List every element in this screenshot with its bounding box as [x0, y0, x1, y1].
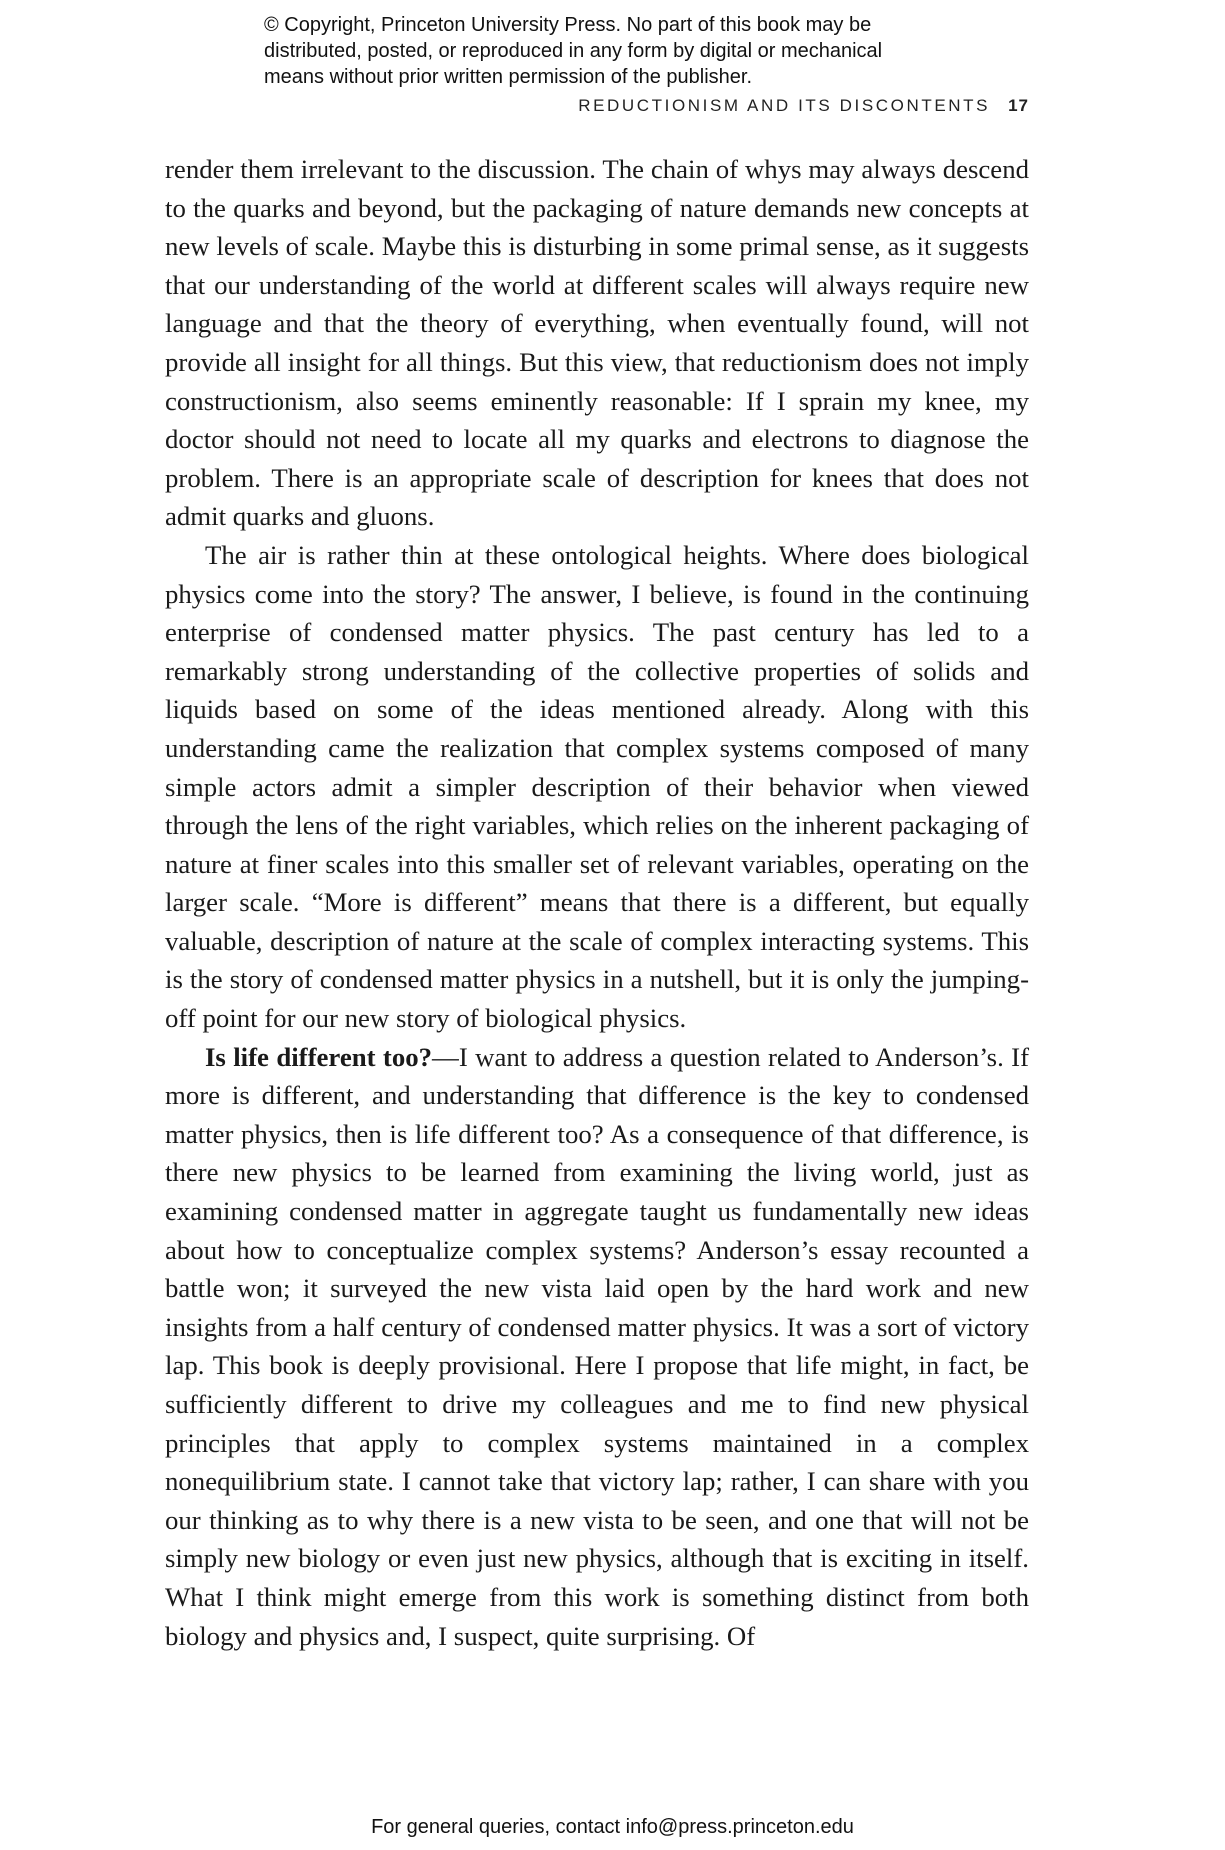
copyright-line-3: means without prior written permission of the publisher.	[264, 66, 753, 88]
running-head	[164, 96, 1029, 116]
body-text	[165, 150, 1029, 1655]
copyright-line-1: © Copyright, Princeton University Press. No part of this book may be	[264, 14, 872, 36]
running-head-title: REDUCTIONISM AND ITS DISCONTENTS	[578, 96, 991, 115]
paragraph-3	[165, 1038, 1029, 1656]
page-number: 17	[1008, 96, 1029, 115]
footer-contact: For general queries, contact info@press.princeton.edu	[371, 1816, 854, 1838]
paragraph-2: The air is rather thin at these ontological heights. Where does biological physics come into the story? The answer, I believe, is found in the continuing enterprise of condensed matter physics. The past century has led to a remarkably strong understanding of the collective properties of solids and liquids based on some of the ideas mentioned already. Along with this understanding came the realization that complex systems composed of many simple actors admit a simpler description of their behavior when viewed through the lens of the right variables, which relies on the inherent packaging of nature at finer scales into this smaller set of relevant variables, operating on the larger scale. “More is different” means that there is a different, but equally valuable, description of nature at the scale of complex interacting systems. This is the story of condensed matter physics in a nutshell, but it is only the jumping-off point for our new story of biological physics.	[165, 539, 1029, 1034]
run-in-heading: Is life different too?	[205, 1041, 433, 1072]
copyright-line-2: distributed, posted, or reproduced in any form by digital or mechanical	[264, 40, 883, 62]
paragraph-1: render them irrelevant to the discussion. The chain of whys may always descend to the quarks and beyond, but the packaging of nature demands new concepts at new levels of scale. Maybe this is disturbing in some primal sense, as it suggests that our understanding of the world at different scales will always require new language and that the theory of everything, when eventually found, will not provide all insight for all things. But this view, that reductionism does not imply constructionism, also seems eminently reasonable: If I sprain my knee, my doctor should not need to locate all my quarks and electrons to diagnose the problem. There is an appropriate scale of description for knees that does not admit quarks and gluons.	[165, 154, 1029, 532]
copyright-notice	[264, 12, 1024, 90]
paragraph-3-body: —I want to address a question related to Anderson’s. If more is different, and understanding that difference is the key to condensed matter physics, then is life different too? As a consequence of that difference, is there new physics to be learned from examining the living world, just as examining condensed matter in aggregate taught us fundamentally new ideas about how to conceptualize complex systems? Anderson’s essay recounted a battle won; it surveyed the new vista laid open by the hard work and new insights from a half century of condensed matter physics. It was a sort of victory lap. This book is deeply provisional. Here I propose that life might, in fact, be sufficiently different to drive my colleagues and me to find new physical principles that apply to complex systems maintained in a complex nonequilibrium state. I cannot take that victory lap; rather, I can share with you our thinking as to why there is a new vista to be seen, and one that will not be simply new biology or even just new physics, although that is exciting in itself. What I think might emerge from this work is something distinct from both biology and physics and, I suspect, quite surprising. Of	[165, 1041, 1029, 1651]
